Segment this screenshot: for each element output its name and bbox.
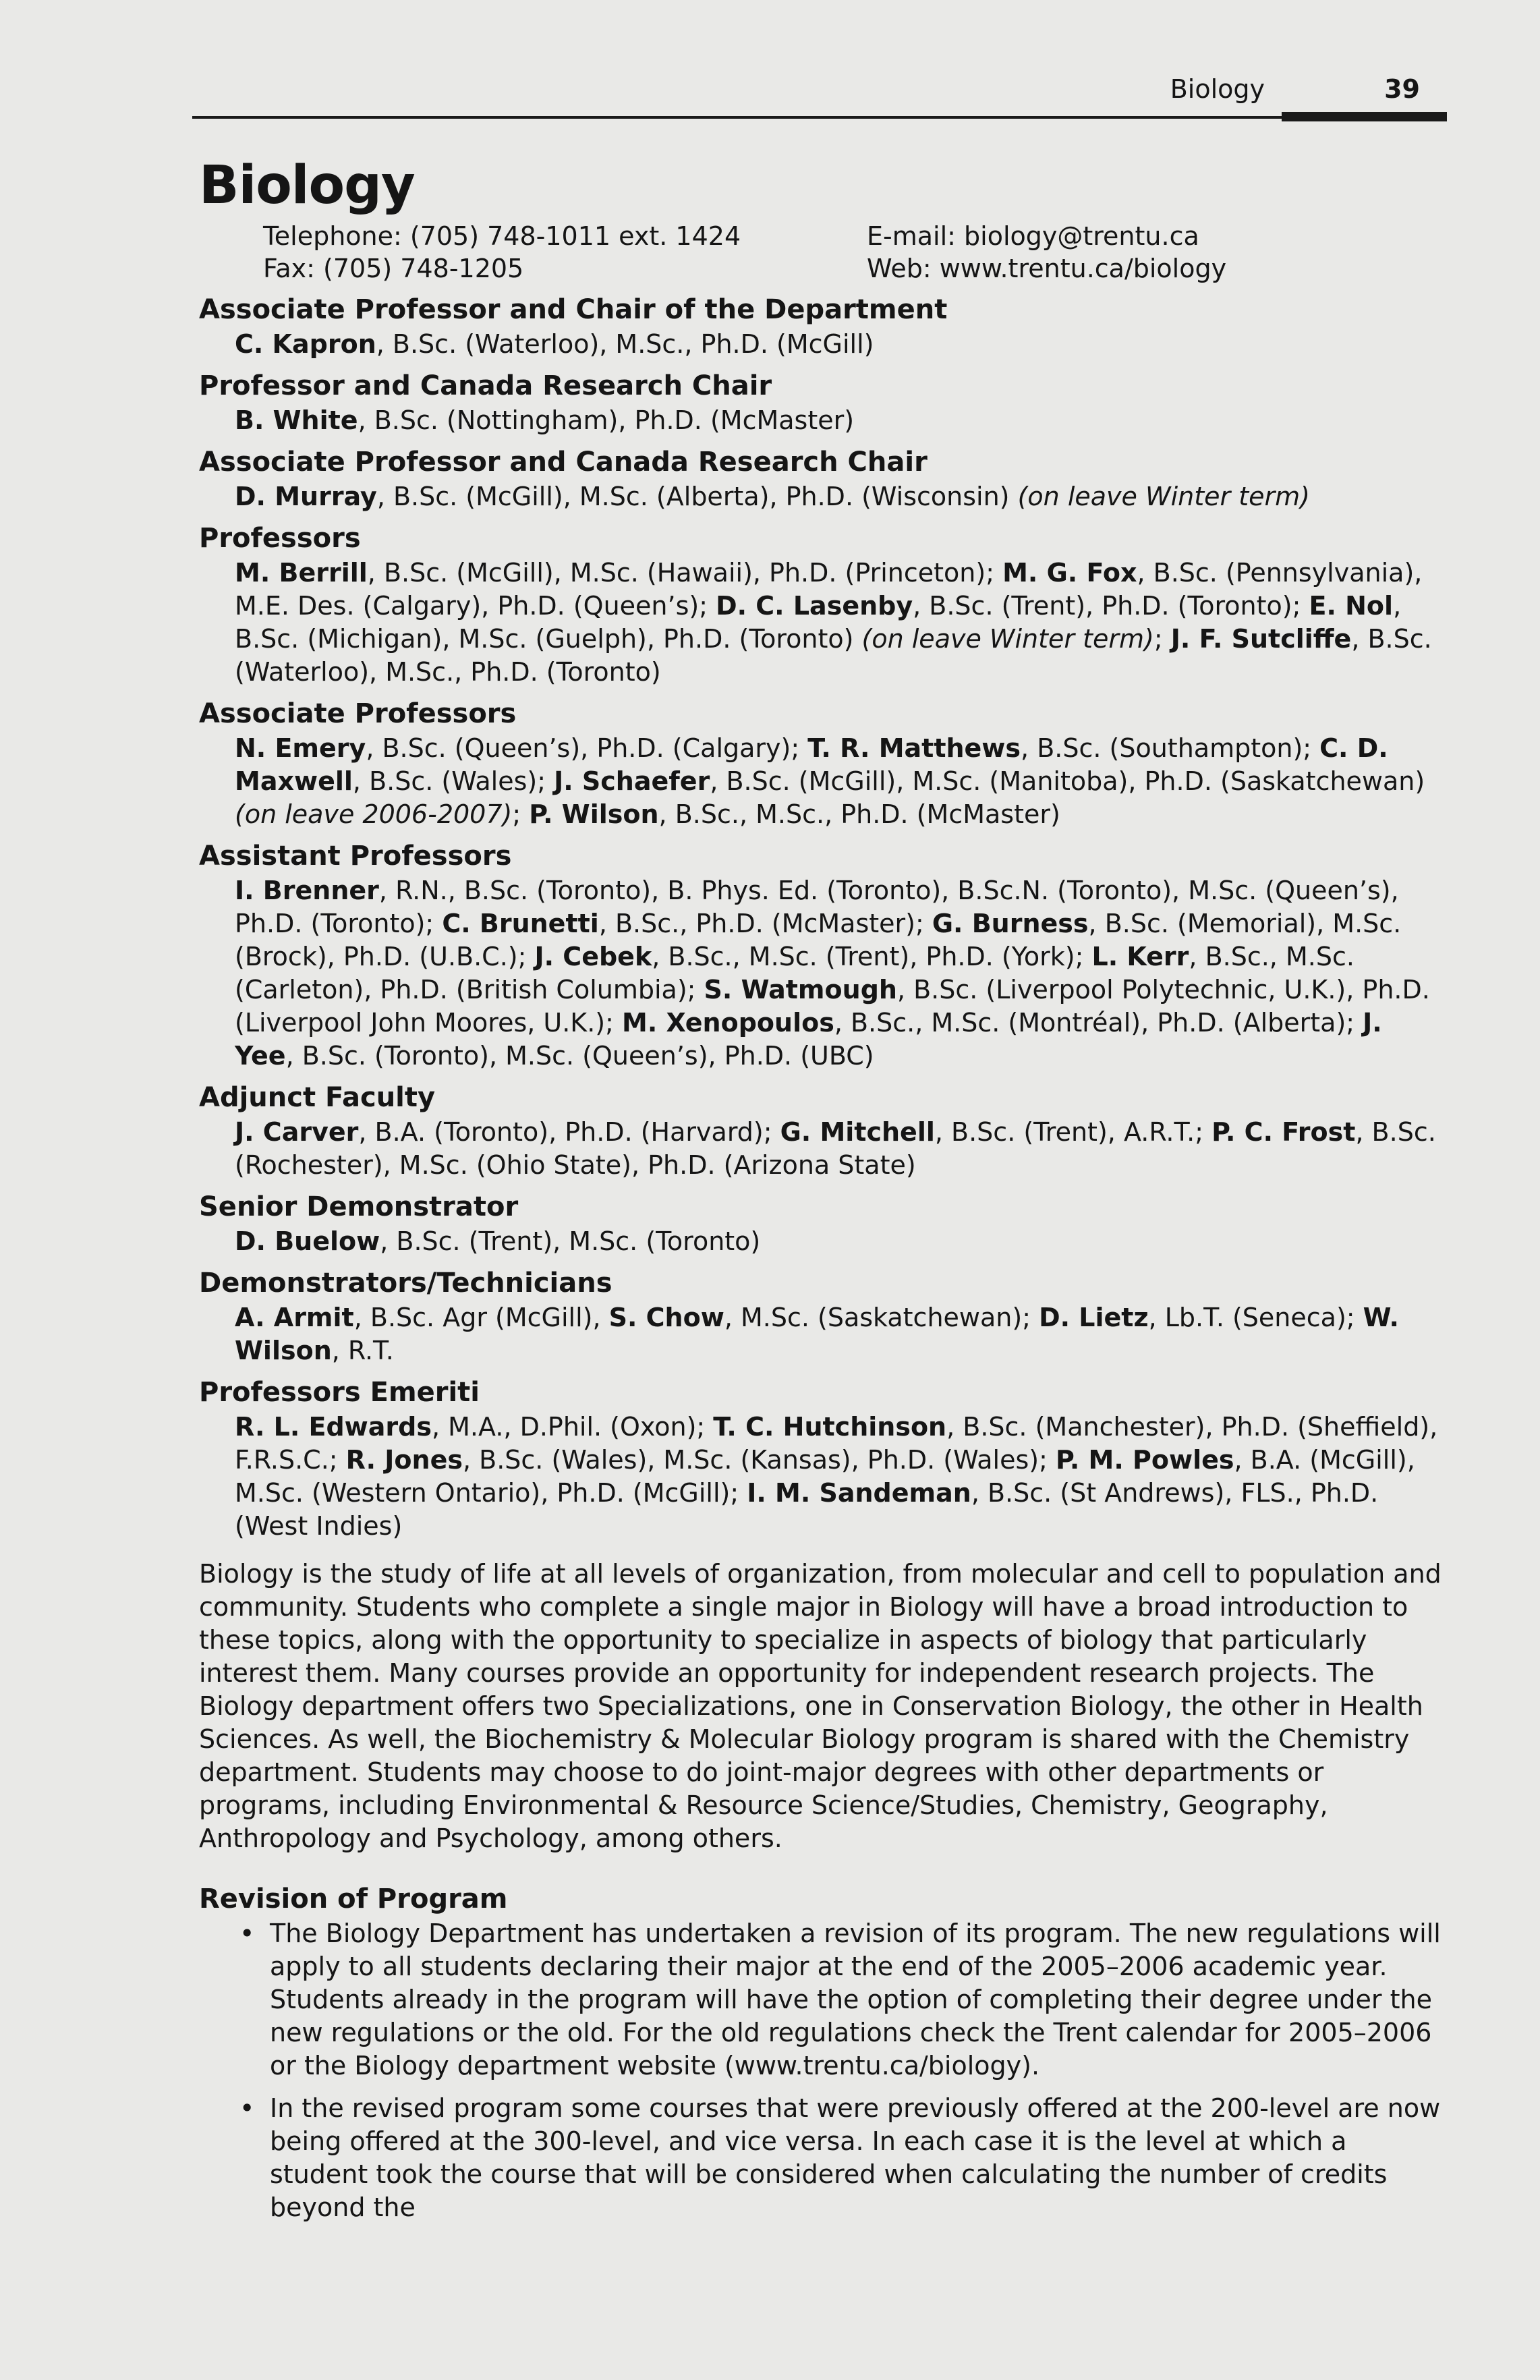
member-name: C. Brunetti: [442, 909, 599, 938]
member-credentials: , B.A. (McGill), M.Sc. (Western Ontario), Ph.D. (McGill);: [235, 1445, 1415, 1508]
faculty-member: [716, 591, 1309, 621]
section-heading: Professors Emeriti: [199, 1377, 480, 1408]
member-credentials: , B.Sc. (Southampton);: [1021, 733, 1320, 763]
section-members: [235, 874, 1447, 1073]
faculty-member: [235, 558, 1002, 588]
member-leave-note: (on leave Winter term): [861, 624, 1154, 654]
member-leave-note: (on leave Winter term): [1017, 482, 1310, 511]
bullet-text: In the revised program some courses that were previously offered at the 200-level are now being offered at the 300-level, and vice versa. In each case it is the level at which a student took the course that will be considered when calculating the number of credits beyond the: [270, 2093, 1441, 2222]
section-heading: Associate Professor and Chair of the Department: [199, 294, 948, 325]
member-name: C. D. Maxwell: [235, 733, 1388, 796]
member-credentials: , R.T.: [331, 1336, 394, 1365]
faculty-member: [235, 482, 1310, 511]
section-members: [235, 1301, 1447, 1367]
member-credentials: , B.Sc. (Waterloo), M.Sc., Ph.D. (McGill): [376, 329, 874, 359]
section-members: [235, 328, 1447, 361]
faculty-member: [622, 1008, 1363, 1038]
faculty-member: [235, 405, 854, 435]
member-credentials: , B.Sc. (McGill), M.Sc. (Alberta), Ph.D. (Wisconsin): [376, 482, 1018, 511]
faculty-member: [442, 909, 932, 938]
member-name: C. Kapron: [235, 329, 376, 359]
member-credentials: , B.Sc. (Trent), M.Sc. (Toronto): [380, 1226, 761, 1256]
member-name: R. Jones: [345, 1445, 463, 1475]
member-name: D. Lietz: [1039, 1303, 1149, 1332]
member-credentials: , B.Sc. (St Andrews), FLS., Ph.D. (West Indies): [235, 1478, 1379, 1541]
member-name: M. Xenopoulos: [622, 1008, 834, 1038]
member-separator: ;: [1153, 624, 1171, 654]
member-name: D. Buelow: [235, 1226, 380, 1256]
member-name: M. G. Fox: [1002, 558, 1137, 588]
revision-bullets: [199, 1917, 1447, 2224]
member-credentials: , B.Sc., M.Sc., Ph.D. (McMaster): [658, 799, 1060, 829]
member-credentials: , B.Sc. (Michigan), M.Sc. (Guelph), Ph.D. (Toronto): [235, 591, 1402, 654]
revision-bullet: [199, 1917, 1447, 2082]
faculty-member: [235, 733, 807, 763]
member-name: I. Brenner: [235, 876, 379, 905]
member-credentials: , B.Sc. (Wales), M.Sc. (Kansas), Ph.D. (Wales);: [462, 1445, 1056, 1475]
member-credentials: , B.Sc. (Trent), A.R.T.;: [934, 1117, 1212, 1147]
section-members: [235, 1225, 1447, 1258]
website: Web: www.trentu.ca/biology: [867, 254, 1227, 283]
member-credentials: , B.Sc., Ph.D. (McMaster);: [598, 909, 932, 938]
faculty-member: [529, 799, 1060, 829]
member-name: A. Armit: [235, 1303, 354, 1332]
member-credentials: , B.Sc. (Manchester), Ph.D. (Sheffield), F.R.S.C.;: [235, 1412, 1438, 1475]
section-heading: Professor and Canada Research Chair: [199, 370, 772, 401]
member-credentials: , Lb.T. (Seneca);: [1148, 1303, 1363, 1332]
member-name: I. M. Sandeman: [747, 1478, 971, 1508]
member-credentials: , B.A. (Toronto), Ph.D. (Harvard);: [358, 1117, 780, 1147]
member-credentials: , B.Sc. (Nottingham), Ph.D. (McMaster): [358, 405, 855, 435]
member-name: R. L. Edwards: [235, 1412, 432, 1442]
telephone: Telephone: (705) 748-1011 ext. 1424: [263, 221, 741, 251]
member-name: J. Cebek: [534, 942, 652, 971]
member-credentials: , B.Sc. (Queen’s), Ph.D. (Calgary);: [366, 733, 808, 763]
faculty-member: [235, 329, 874, 359]
section-heading: Associate Professor and Canada Research Chair: [199, 447, 928, 478]
page-number: 39: [1384, 74, 1420, 104]
section-heading: Associate Professors: [199, 698, 517, 729]
member-credentials: , B.Sc. (Toronto), M.Sc. (Queen’s), Ph.D. (UBC): [285, 1041, 874, 1071]
header-rule-accent: [1282, 112, 1447, 121]
member-name: B. White: [235, 405, 358, 435]
section-heading: Professors: [199, 523, 361, 554]
member-name: S. Watmough: [704, 975, 897, 1004]
section-members: [235, 480, 1447, 513]
header-rule: [192, 116, 1447, 119]
email: E-mail: biology@trentu.ca: [867, 221, 1199, 251]
member-credentials: , B.Sc. (Pennsylvania), M.E. Des. (Calgary), Ph.D. (Queen’s);: [235, 558, 1423, 621]
section-members: [235, 404, 1447, 437]
member-credentials: , B.Sc., M.Sc. (Montréal), Ph.D. (Alberta);: [834, 1008, 1363, 1038]
member-credentials: , M.A., D.Phil. (Oxon);: [431, 1412, 714, 1442]
section-heading: Senior Demonstrator: [199, 1191, 519, 1222]
section-heading: Assistant Professors: [199, 841, 512, 872]
revision-heading: Revision of Program: [199, 1883, 508, 1915]
section-heading: Demonstrators/Technicians: [199, 1268, 612, 1299]
faculty-member: [535, 942, 1092, 971]
member-credentials: , R.N., B.Sc. (Toronto), B. Phys. Ed. (Toronto), B.Sc.N. (Toronto), M.Sc. (Queen’s), Ph.D. (Toronto);: [235, 876, 1399, 938]
member-name: E. Nol: [1309, 591, 1394, 621]
section-members: [235, 1411, 1447, 1543]
member-credentials: , B.Sc. (Memorial), M.Sc. (Brock), Ph.D. (U.B.C.);: [235, 909, 1402, 971]
revision-bullet: [199, 2092, 1447, 2224]
member-name: J. F. Sutcliffe: [1170, 624, 1352, 654]
member-credentials: , B.Sc. (Trent), Ph.D. (Toronto);: [913, 591, 1309, 621]
faculty-member: [807, 733, 1319, 763]
member-name: T. R. Matthews: [807, 733, 1021, 763]
member-name: T. C. Hutchinson: [713, 1412, 947, 1442]
running-title: Biology: [1170, 74, 1265, 104]
member-name: J. Carver: [235, 1117, 359, 1147]
member-credentials: , B.Sc., M.Sc. (Carleton), Ph.D. (British Columbia);: [235, 942, 1354, 1004]
bullet-icon: •: [239, 2093, 255, 2123]
member-leave-note: (on leave 2006-2007): [235, 799, 513, 829]
member-credentials: , B.Sc. Agr (McGill),: [353, 1303, 609, 1332]
faculty-member: [235, 1117, 780, 1147]
bullet-text: The Biology Department has undertaken a revision of its program. The new regulations will apply to all students declaring their major at the end of the 2005–2006 academic year. Students already in the program will have the option of completing their degree under the new regulations or the old. For the old regulations check the Trent calendar for 2005–2006 or the Biology department website (www.trentu.ca/biology).: [270, 1919, 1441, 2080]
member-credentials: , B.Sc. (McGill), M.Sc. (Hawaii), Ph.D. (Princeton);: [367, 558, 1003, 588]
member-name: M. Berrill: [235, 558, 368, 588]
member-name: P. C. Frost: [1211, 1117, 1356, 1147]
faculty-member: [235, 1412, 713, 1442]
member-credentials: , M.Sc. (Saskatchewan);: [724, 1303, 1039, 1332]
member-name: P. Wilson: [529, 799, 659, 829]
faculty-list: [199, 291, 1447, 1543]
member-credentials: , B.Sc. (Liverpool Polytechnic, U.K.), Ph.D. (Liverpool John Moores, U.K.);: [235, 975, 1430, 1038]
bullet-icon: •: [239, 1919, 255, 1948]
member-credentials: , B.Sc. (Waterloo), M.Sc., Ph.D. (Toronto): [235, 624, 1432, 687]
member-name: P. M. Powles: [1055, 1445, 1234, 1475]
member-name: S. Chow: [608, 1303, 724, 1332]
page-title: Biology: [199, 155, 415, 216]
member-credentials: , B.Sc. (Wales);: [352, 766, 554, 796]
intro-paragraph: Biology is the study of life at all levels of organization, from molecular and cell to population and community. Students who complete a single major in Biology will have a broad introduction to these topics, along with the opportunity to specialize in aspects of biology that particularly interest them. Many courses provide an opportunity for independent research projects. The Biology department offers two Specializations, one in Conservation Biology, the other in Health Sciences. As well, the Biochemistry & Molecular Biology program is shared with the Chemistry department. Students may choose to do joint-major degrees with other departments or programs, including Environmental & Resource Science/Studies, Chemistry, Geography, Anthropology and Psychology, among others.: [199, 1559, 1442, 1853]
section-members: [235, 732, 1447, 831]
page-header: [192, 74, 1447, 115]
member-credentials: , B.Sc. (McGill), M.Sc. (Manitoba), Ph.D. (Saskatchewan): [710, 766, 1425, 796]
faculty-member: [609, 1303, 1039, 1332]
member-name: J. Schaefer: [554, 766, 710, 796]
fax: Fax: (705) 748-1205: [263, 254, 524, 283]
member-name: L. Kerr: [1091, 942, 1189, 971]
section-heading: Adjunct Faculty: [199, 1082, 436, 1113]
section-members: [235, 557, 1447, 689]
page-content: [199, 155, 1447, 2234]
member-credentials: , B.Sc. (Rochester), M.Sc. (Ohio State), Ph.D. (Arizona State): [235, 1117, 1436, 1180]
faculty-member: [235, 1226, 760, 1256]
member-name: G. Mitchell: [780, 1117, 935, 1147]
member-name: D. Murray: [235, 482, 377, 511]
member-name: W. Wilson: [235, 1303, 1399, 1365]
member-name: J. Yee: [235, 1008, 1382, 1071]
member-credentials: , B.Sc., M.Sc. (Trent), Ph.D. (York);: [652, 942, 1092, 971]
member-name: D. C. Lasenby: [716, 591, 913, 621]
member-name: N. Emery: [235, 733, 366, 763]
contact-block: [263, 220, 1447, 285]
section-members: [235, 1116, 1447, 1182]
faculty-member: [235, 1303, 609, 1332]
member-name: G. Burness: [932, 909, 1089, 938]
faculty-member: [780, 1117, 1212, 1147]
faculty-member: [1039, 1303, 1363, 1332]
faculty-member: [346, 1445, 1056, 1475]
member-separator: ;: [512, 799, 530, 829]
